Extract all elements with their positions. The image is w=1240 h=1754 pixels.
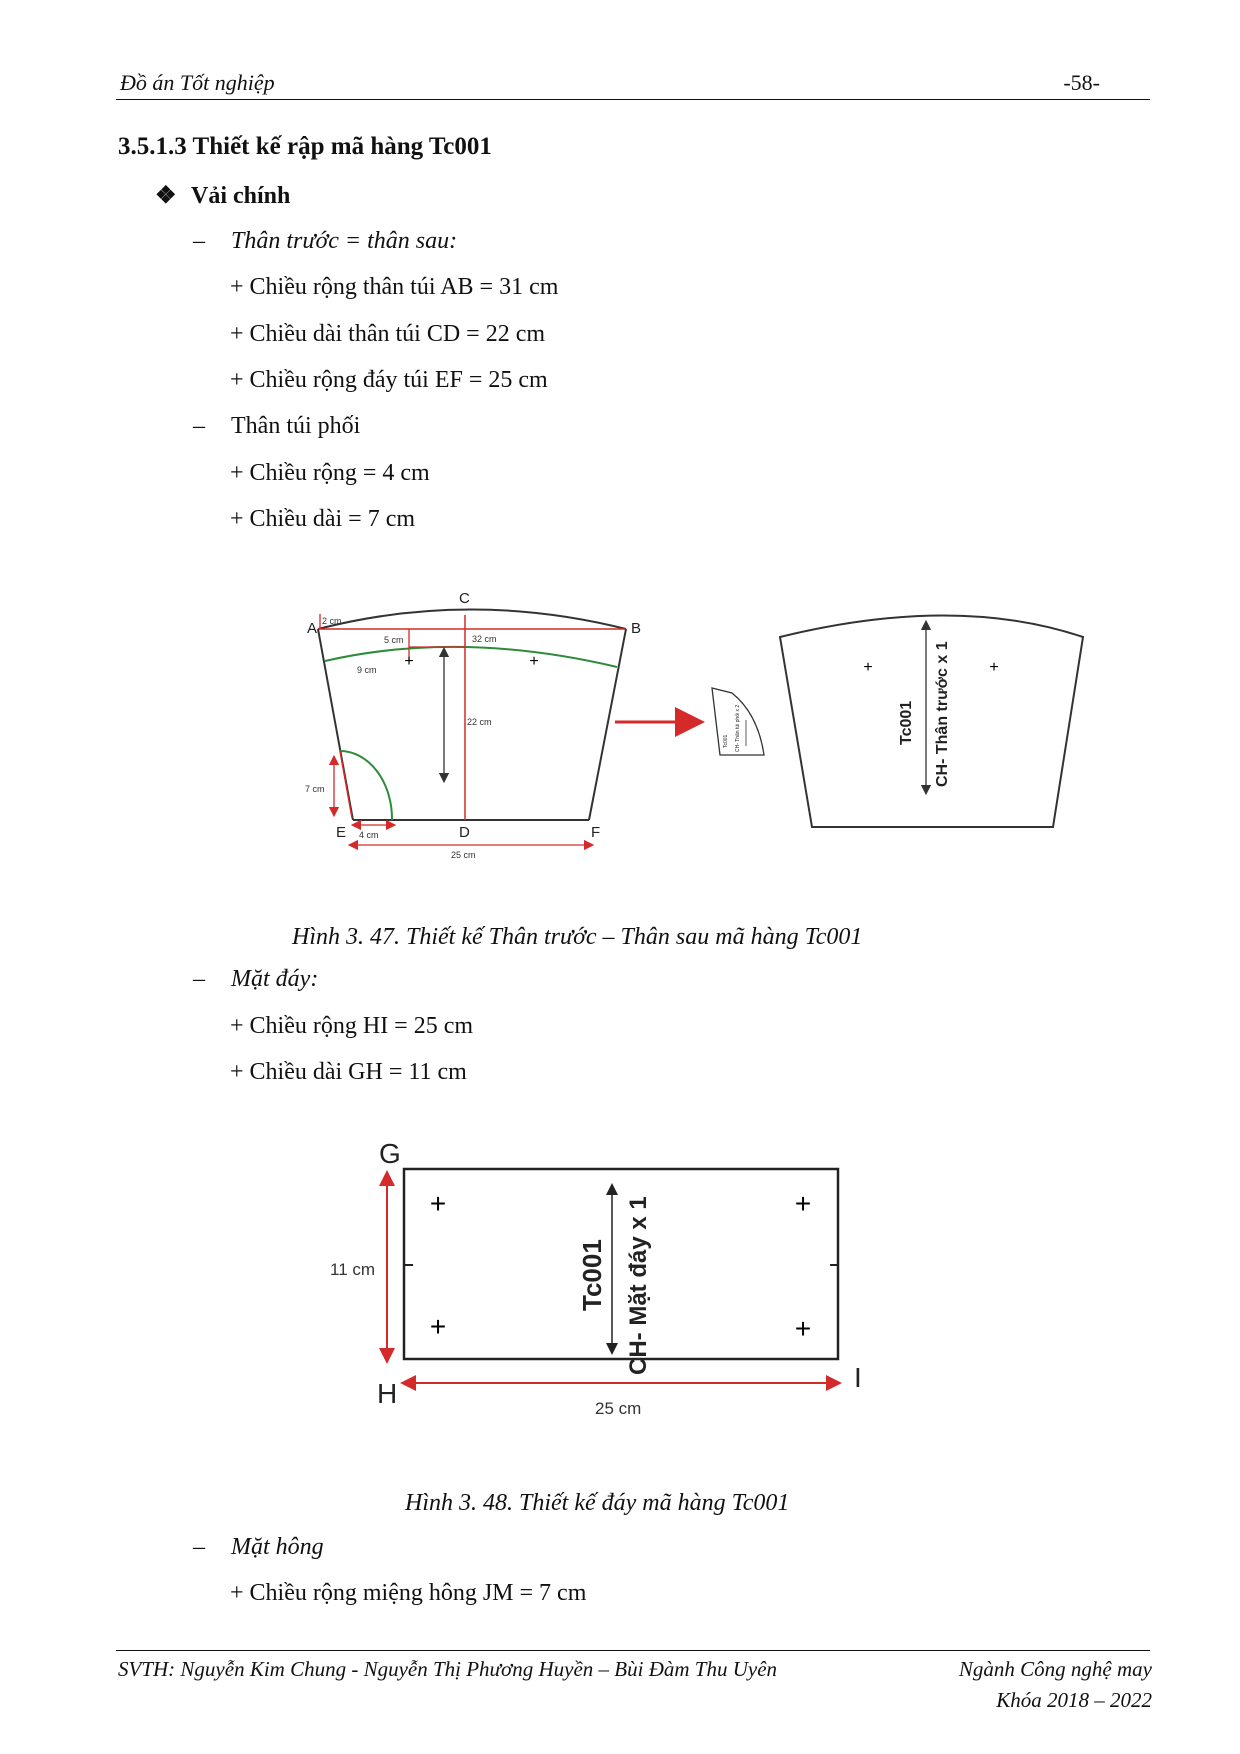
- svg-text:+: +: [529, 653, 539, 670]
- point-i: I: [854, 1362, 862, 1393]
- dim-11cm: 11 cm: [330, 1260, 376, 1279]
- piece-label: CH- Thân trước x 1: [934, 641, 951, 787]
- list-heading-side: – Mặt hông: [193, 1534, 324, 1560]
- list-heading-pocket: – Thân túi phối: [193, 413, 361, 439]
- figure-caption-3-48: Hình 3. 48. Thiết kế đáy mã hàng Tc001: [405, 1490, 790, 1516]
- figure-front-back-pattern: [290, 580, 1120, 865]
- diamond-bullet-icon: ❖: [155, 183, 177, 209]
- list-item: + Chiều rộng đáy túi EF = 25 cm: [230, 367, 548, 393]
- dim-9cm: 9 cm: [357, 665, 377, 675]
- point-g: G: [379, 1138, 401, 1169]
- figure-bottom-pattern: [320, 1120, 880, 1430]
- subsection-title: Vải chính: [191, 183, 291, 209]
- point-a: A: [307, 620, 318, 637]
- svg-text:+: +: [794, 1313, 812, 1344]
- section-heading: 3.5.1.3 Thiết kế rập mã hàng Tc001: [118, 133, 492, 160]
- footer-divider: [116, 1650, 1150, 1651]
- side-right: [589, 629, 626, 820]
- svg-text:+: +: [863, 659, 873, 676]
- svg-text:+: +: [429, 1311, 447, 1342]
- header-title: Đồ án Tốt nghiệp: [120, 70, 275, 95]
- dim-25cm: 25 cm: [595, 1399, 642, 1418]
- point-f: F: [591, 824, 601, 841]
- dim-22cm: 22 cm: [467, 717, 492, 727]
- page-number: -58-: [1063, 70, 1100, 95]
- piece-code: Tc001: [898, 700, 915, 745]
- piece-code: Tc001: [577, 1239, 607, 1311]
- dim-4cm: 4 cm: [359, 830, 379, 840]
- point-b: B: [631, 620, 642, 637]
- list-heading-front-back: – Thân trước = thân sau:: [193, 228, 458, 254]
- footer-course: Khóa 2018 – 2022: [996, 1688, 1152, 1712]
- dim-25cm: 25 cm: [451, 850, 476, 860]
- list-item: + Chiều rộng thân túi AB = 31 cm: [230, 274, 559, 300]
- list-item: + Chiều dài thân túi CD = 22 cm: [230, 321, 546, 347]
- point-e: E: [336, 824, 347, 841]
- point-c: C: [459, 590, 470, 607]
- subsection-bullet: [155, 181, 290, 210]
- list-item: + Chiều dài GH = 11 cm: [230, 1059, 467, 1085]
- point-d: D: [459, 824, 470, 841]
- list-item: + Chiều rộng = 4 cm: [230, 460, 430, 486]
- list-heading-bottom: – Mặt đáy:: [193, 966, 319, 992]
- svg-text:+: +: [429, 1188, 447, 1219]
- list-item: + Chiều rộng miệng hông JM = 7 cm: [230, 1580, 587, 1606]
- list-item: + Chiều rộng HI = 25 cm: [230, 1013, 474, 1039]
- svg-text:+: +: [989, 659, 999, 676]
- pocket-curve: [340, 751, 392, 820]
- point-h: H: [377, 1378, 398, 1409]
- svg-text:+: +: [794, 1188, 812, 1219]
- finished-front-piece: [780, 616, 1083, 828]
- opening-curve: [325, 647, 617, 667]
- piece-label: CH- Mặt đáy x 1: [625, 1196, 652, 1375]
- pocket-code: Tc001: [723, 734, 729, 748]
- pocket-label: CH- Thân túi phối x 2: [735, 704, 741, 752]
- top-curve: [318, 610, 626, 630]
- footer-authors: SVTH: Nguyễn Kim Chung - Nguyễn Thị Phương Huyền – Bùi Đàm Thu Uyên: [118, 1657, 778, 1681]
- bottom-piece-rect: [404, 1169, 838, 1359]
- dim-2cm: 2 cm: [322, 616, 342, 626]
- list-item: + Chiều dài = 7 cm: [230, 506, 416, 532]
- footer-major: Ngành Công nghệ may: [958, 1657, 1152, 1681]
- dim-7cm: 7 cm: [305, 784, 325, 794]
- svg-text:+: +: [404, 653, 414, 670]
- dim-5cm: 5 cm: [384, 635, 404, 645]
- dim-32cm: 32 cm: [472, 634, 497, 644]
- header-divider: [116, 99, 1150, 100]
- figure-caption-3-47: Hình 3. 47. Thiết kế Thân trước – Thân sau mã hàng Tc001: [292, 924, 863, 950]
